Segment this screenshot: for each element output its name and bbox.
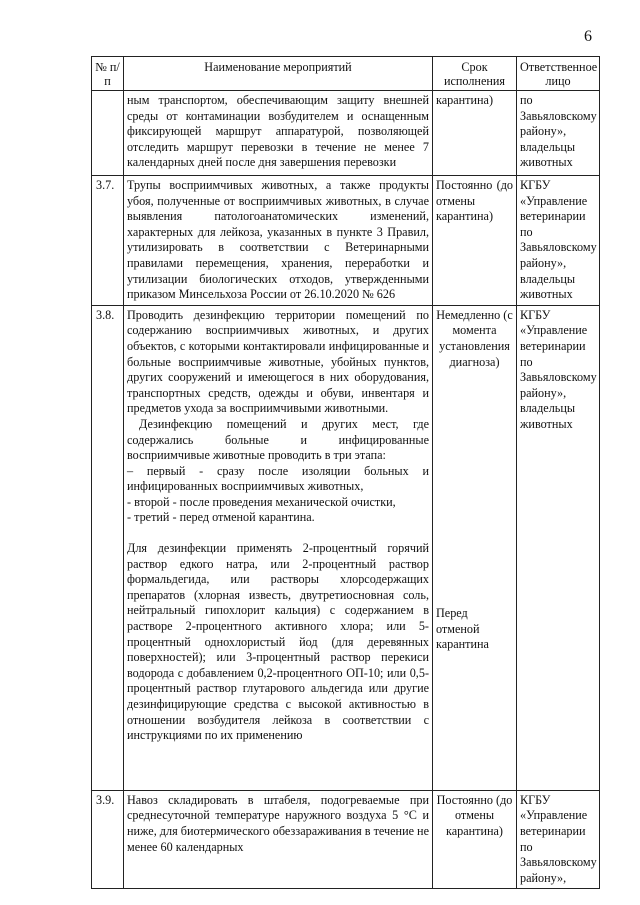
table-header-row (92, 57, 600, 91)
stage-item: – первый - сразу после изоляции больных и инфицированных восприимчивых животных, (127, 463, 429, 494)
term-text-second: Перед отменой карантина (436, 606, 489, 652)
table-row (92, 176, 600, 306)
term-text: Немедленно (с момента установления диагноза) (436, 307, 513, 369)
page-number: 6 (584, 28, 592, 45)
table-row-continued (92, 91, 600, 176)
measure-text: Трупы восприимчивых животных, а также продукты убоя, полученные от восприимчивых животных, в случае выявления патологоанатомических изменений, характерных для лейкоза, указанных в пункте 3 Правил, утилизировать в соответствии с Ветеринарными правилами перемещения, хранения, переработки и утилизации биологических отходов, утвержденными приказом Минсельхоза России от 26.10.2020 № 626 (124, 176, 433, 306)
stage-item: - второй - после проведения механической очистки, (127, 494, 396, 509)
header-term: Срок исполнения (433, 57, 517, 91)
header-name: Наименование мероприятий (124, 57, 433, 91)
term-text: Постоянно (до отмены карантина) (433, 176, 517, 306)
term-spacer (436, 370, 513, 606)
header-no: № п/п (92, 57, 124, 91)
stage-item: - третий - перед отменой карантина. (127, 510, 315, 525)
term-text: Постоянно (до отмены карантина) (433, 790, 517, 889)
responsible-text: КГБУ «Управление ветеринарии по Завьяловскому району», владельцы животных (517, 305, 600, 790)
measure-paragraph: Проводить дезинфекцию территории помещений по содержанию восприимчивых животных, и других объектов, с которыми контактировали инфицированные и больные восприимчивые животные, убойных пунктов, других сооружений и имеющегося в них оборудования, транспортных средств, одежды и обуви, инвентаря и предметов ухода за восприимчивыми животными. (127, 307, 429, 416)
header-responsible: Ответственное лицо (517, 57, 600, 91)
term-cell (433, 305, 517, 790)
measure-cell (124, 305, 433, 790)
measure-paragraph: Дезинфекцию помещений и других мест, где содержались больные и инфицированные восприимчивые животные проводить в три этапа: (127, 416, 429, 463)
row-number: 3.7. (92, 176, 124, 306)
paragraph-spacer (127, 526, 429, 541)
table-row (92, 790, 600, 889)
row-number: 3.8. (92, 305, 124, 790)
responsible-text: КГБУ «Управление ветеринарии по Завьяловскому району», владельцы животных (517, 176, 600, 306)
responsible-text: КГБУ «Управление ветеринарии по Завьяловскому району», (517, 790, 600, 889)
term-text: карантина) (433, 91, 517, 176)
measure-text: Навоз складировать в штабеля, подогреваемые при среднесуточной температуре наружного воздуха 5 °С и ниже, для биотермического обеззараживания в течение не менее 60 календарных (124, 790, 433, 889)
measure-text: ным транспортом, обеспечивающим защиту внешней среды от контаминации возбудителем и оснащенным фиксирующей маршрут аппаратурой, позволяющей отследить маршрут перевозки в течение не менее 7 календарных дней после дня завершения перевозки (124, 91, 433, 176)
measure-paragraph: Для дезинфекции применять 2-процентный горячий раствор едкого натра, или 2-процентный раствор формальдегида, или растворы хлорсодержащих препаратов (хлорная известь, двутретиосновная соль, нейтральный гипохлорит кальция) с содержанием в растворе 2-процентного активного хлора; или 5-процентный однохлористый йод (для деревянных поверхностей); или 3-процентный раствор перекиси водорода с добавлением 0,2-процентного ОП-10; или 0,5-процентный раствор глутарового альдегида или другие дезинфицирующие средства с высокой активностью в отношении возбудителя лейкоза в соответствии с инструкциями по их применению (127, 541, 429, 743)
row-number-empty (92, 91, 124, 176)
measures-table (91, 56, 600, 889)
table-row (92, 305, 600, 790)
row-number: 3.9. (92, 790, 124, 889)
responsible-text: по Завьяловскому району», владельцы животных (517, 91, 600, 176)
